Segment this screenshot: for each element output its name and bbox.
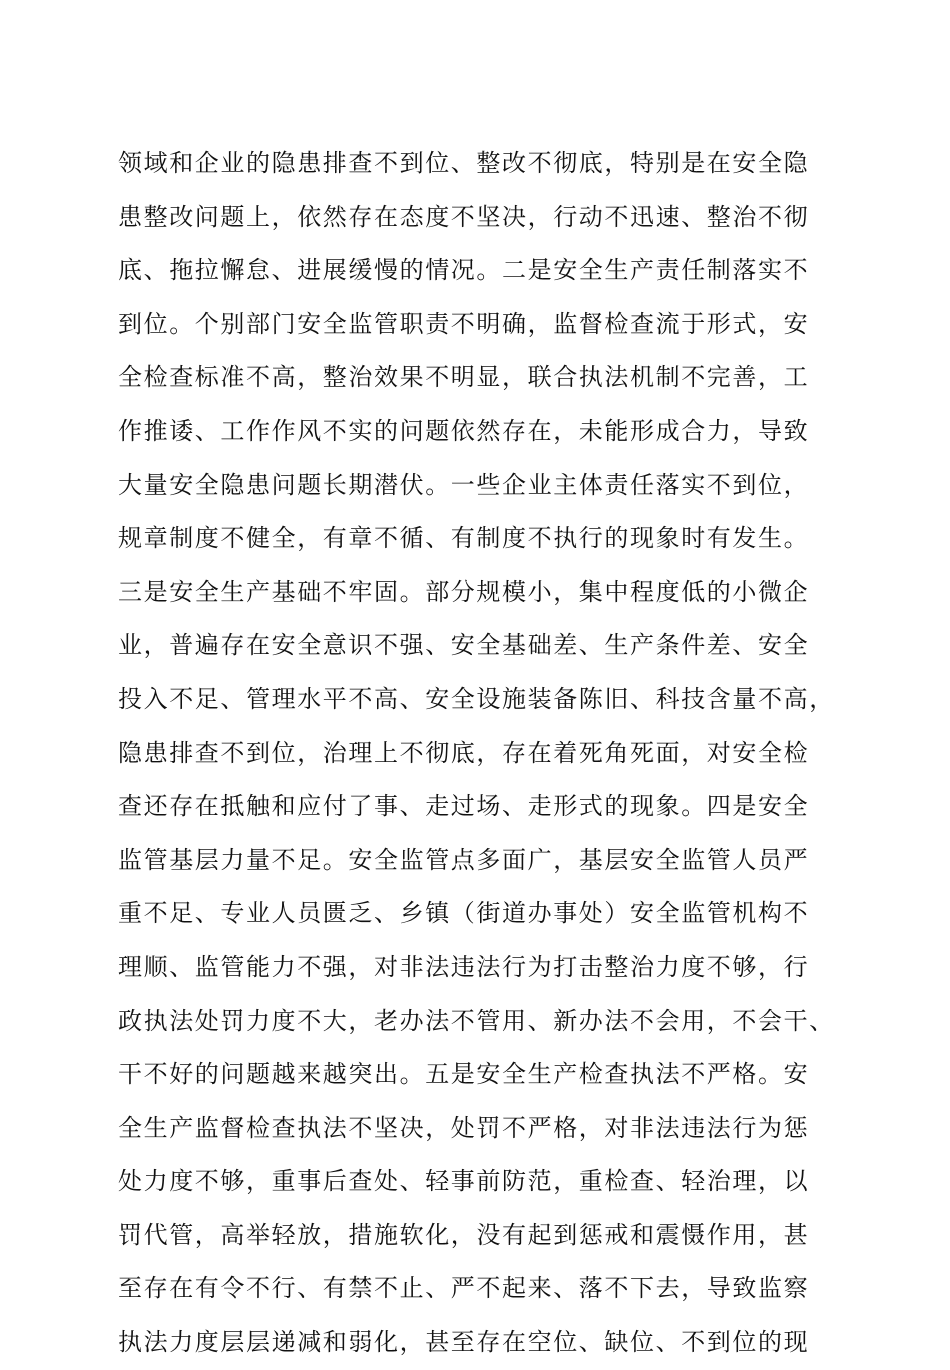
text-line: 全生产监督检查执法不坚决，处罚不严格，对非法违法行为惩 (118, 1113, 810, 1142)
text-line: 干不好的问题越来越突出。五是安全生产检查执法不严格。安 (118, 1060, 810, 1089)
text-line: 患整改问题上，依然存在态度不坚决，行动不迅速、整治不彻 (118, 202, 810, 231)
text-line: 处力度不够，重事后查处、轻事前防范，重检查、轻治理，以 (118, 1167, 810, 1196)
text-line: 罚代管，高举轻放，措施软化，没有起到惩戒和震慑作用，甚 (118, 1220, 810, 1249)
text-line: 政执法处罚力度不大，老办法不管用、新办法不会用，不会干、 (118, 1006, 835, 1035)
text-line: 执法力度层层递减和弱化，甚至存在空位、缺位、不到位的现 (118, 1328, 810, 1357)
text-line: 底、拖拉懈怠、进展缓慢的情况。二是安全生产责任制落实不 (118, 256, 810, 285)
text-line: 理顺、监管能力不强，对非法违法行为打击整治力度不够，行 (118, 952, 810, 981)
text-line: 三是安全生产基础不牢固。部分规模小，集中程度低的小微企 (118, 577, 810, 606)
text-line: 作推诿、工作作风不实的问题依然存在，未能形成合力，导致 (118, 416, 810, 445)
text-line: 隐患排查不到位，治理上不彻底，存在着死角死面，对安全检 (118, 738, 810, 767)
text-line: 规章制度不健全，有章不循、有制度不执行的现象时有发生。 (118, 524, 810, 553)
text-line: 监管基层力量不足。安全监管点多面广，基层安全监管人员严 (118, 845, 810, 874)
text-line: 查还存在抵触和应付了事、走过场、走形式的现象。四是安全 (118, 792, 810, 821)
text-line: 到位。个别部门安全监管职责不明确，监督检查流于形式，安 (118, 309, 810, 338)
text-line: 重不足、专业人员匮乏、乡镇（街道办事处）安全监管机构不 (118, 899, 810, 928)
text-line: 大量安全隐患问题长期潜伏。一些企业主体责任落实不到位， (118, 470, 810, 499)
text-line: 至存在有令不行、有禁不止、严不起来、落不下去，导致监察 (118, 1274, 810, 1303)
text-line: 业，普遍存在安全意识不强、安全基础差、生产条件差、安全 (118, 631, 810, 660)
text-line: 领域和企业的隐患排查不到位、整改不彻底，特别是在安全隐 (118, 149, 810, 177)
body-paragraph (118, 137, 838, 1370)
text-line: 投入不足、管理水平不高、安全设施装备陈旧、科技含量不高， (118, 684, 835, 713)
text-line: 全检查标准不高，整治效果不明显，联合执法机制不完善，工 (118, 363, 810, 392)
